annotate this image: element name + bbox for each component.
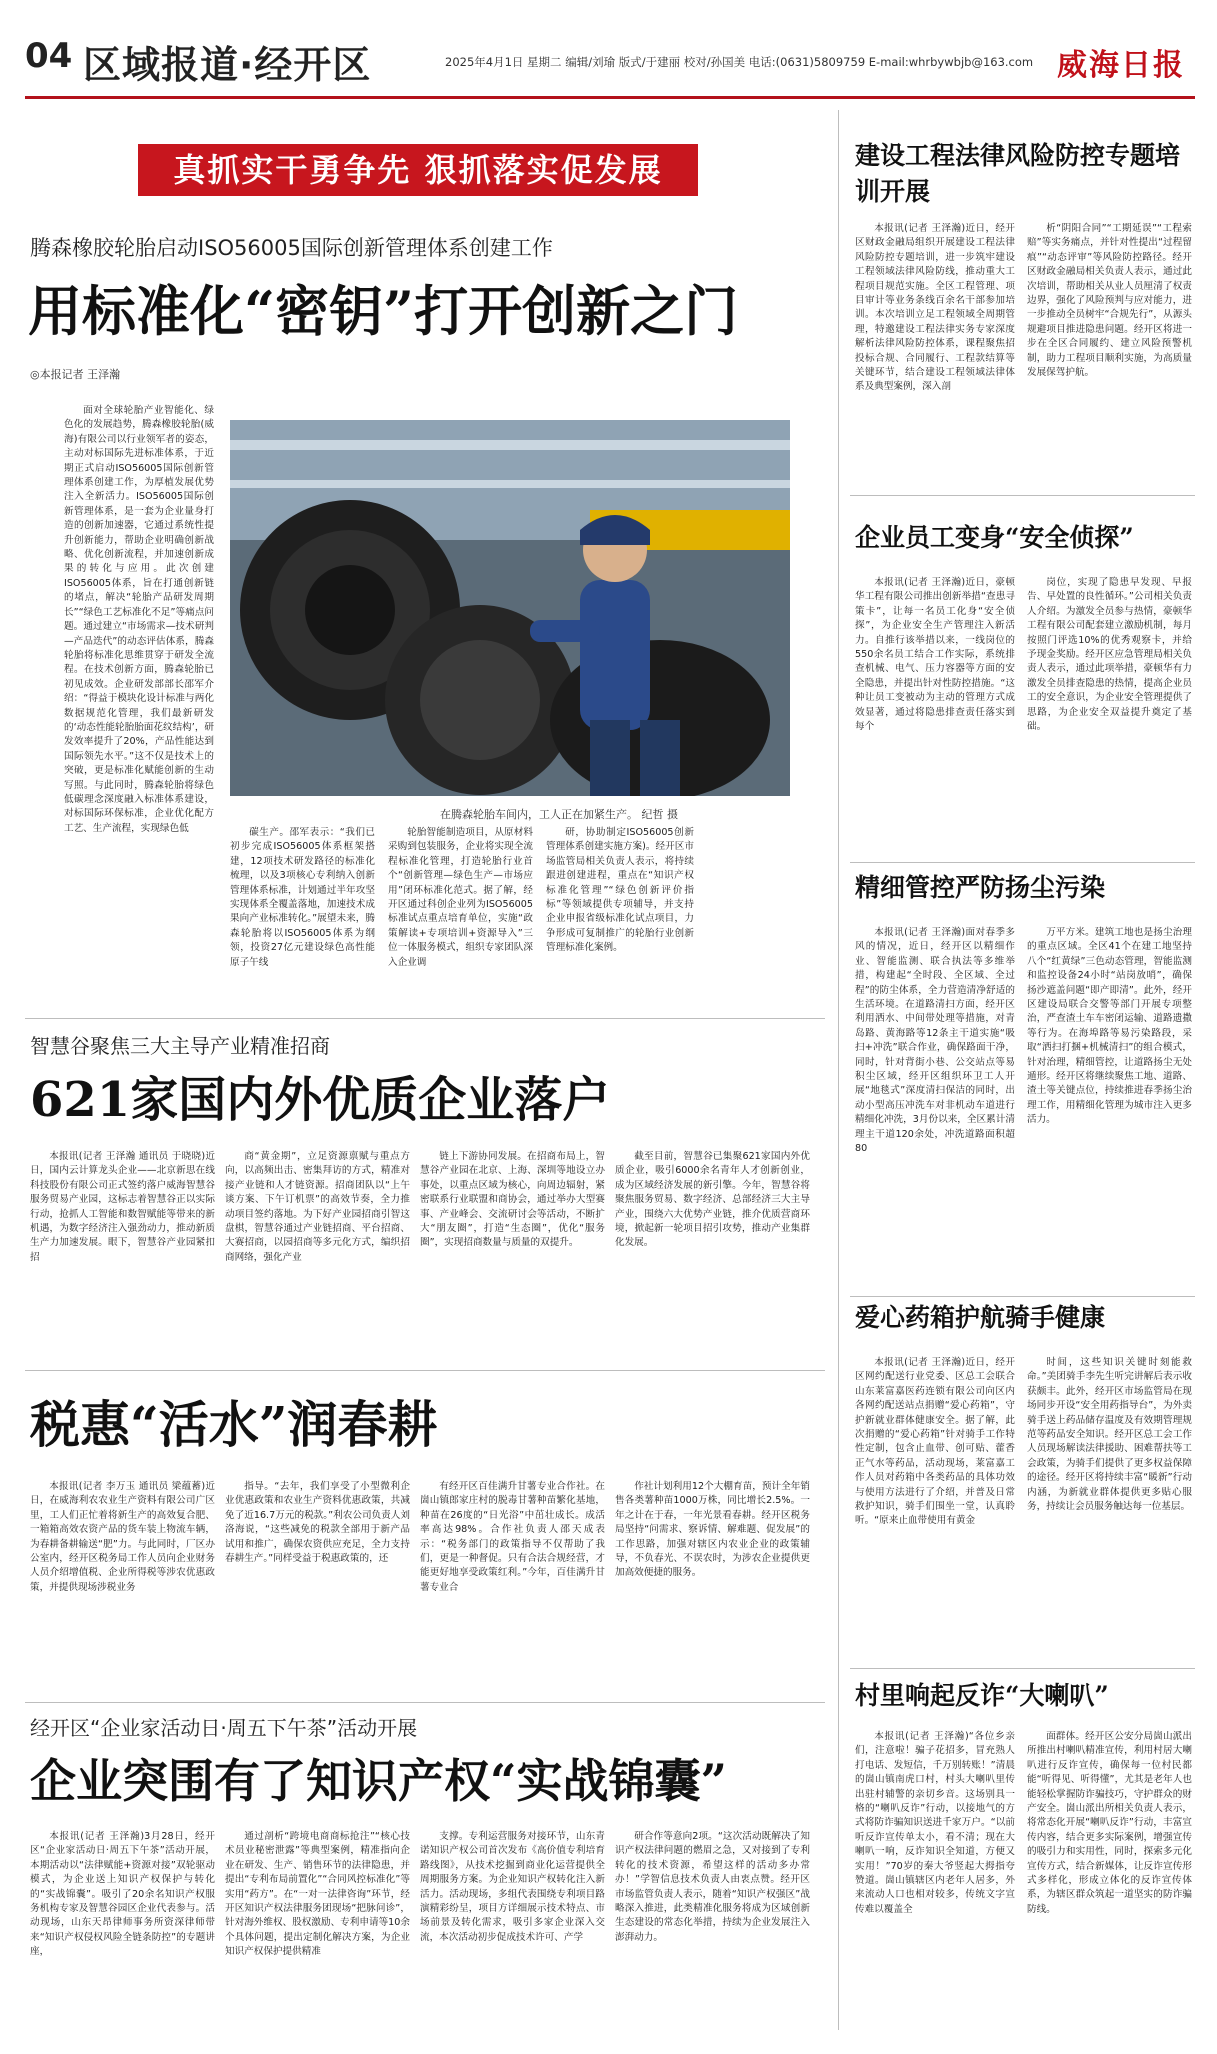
- story3-column-2: [225, 1480, 410, 1690]
- story1-byline: ◎本报记者 王泽瀚: [30, 368, 121, 381]
- side1-column-2: [1027, 222, 1192, 480]
- side4-col1-text: 本报讯(记者 王泽瀚)近日，经开区网约配送行业党委、区总工会联合山东莱富嘉医药连锁有限公司向区内各网约配送站点捐赠“爱心药箱”，守护新就业群体健康安全。据了解，此次捐赠的“爱心药箱”针对骑手工作特性定制，包含止血带、创可贴、藿香正气水等药品，活动现场，莱富嘉工作人员对药箱中各类药品的具体功效与使用方法进行了介绍，并普及日常救护知识，骑手们围坐一堂，认真聆听。“原来止血带使用有黄金: [855, 1357, 1015, 1527]
- side2-col1-text: 本报讯(记者 王泽瀚)近日，豪顿华工程有限公司推出创新举措“查患寻策卡”，让每一名员工化身“安全侦探”，为企业安全生产管理注入新活力。自推行该举措以来，一线岗位的550余名员工结合工作实际，系统排查机械、电气、压力容器等方面的安全隐患，并提出针对性防控措施。“这种让员工变被动为主动的管理方式成效显著，通过将隐患排查责任落实到每个: [855, 577, 1015, 733]
- story1-col4-text: 研，协助制定ISO56005创新管理体系创建实施方案)。经开区市场监管局相关负责人表示，将持续跟进创建进程，重点在“知识产权标准化管理”“绿色创新评价指标”等领域提供专项辅导，并支持企业申报省级标准化试点项目，力争形成可复制推广的轮胎行业创新管理标准化案例。: [546, 827, 694, 954]
- brand-logo: 威海日报: [1057, 48, 1185, 83]
- side-divider: [850, 495, 1195, 496]
- story3-col1-text: 本报讯(记者 李万玉 通讯员 梁蕴蓄)近日，在威海利农农业生产资料有限公司广区里，工人们正忙着将新生产的高效复合肥、一箱箱高效农资产品的货车装上物流车辆，为春耕备耕输送“肥”力。与此同时，厂区办公室内，经开区税务局工作人员向企业财务人员介绍增值税、企业所得税等涉农优惠政策，并提供现场涉税业务: [30, 1481, 215, 1593]
- story2-column-3: [420, 1150, 605, 1360]
- story4-column-4: [615, 1830, 810, 2030]
- side5-column-1: [855, 1730, 1015, 2030]
- side2-column-1: [855, 576, 1015, 846]
- section-divider: [25, 1702, 825, 1703]
- story4-col4-text: 研合作等意向2项。“这次活动既解决了知识产权法律问题的燃眉之急，又对接到了专利转化的技术资源，希望这样的活动多办常办！”学智信息技术负责人由衷点赞。经开区市场监管负责人表示，随着“知识产权强区”战略深入推进，此类精准化服务将成为区域创新生态建设的常态化举措，持续为企业发展注入澎湃动力。: [615, 1831, 810, 1943]
- side4-column-2: [1027, 1356, 1192, 1656]
- side2-column-2: [1027, 576, 1192, 846]
- story2-col2-text: 商“黄金期”，立足资源禀赋与重点方向，以高频出击、密集拜访的方式，精准对接产业链和人才链资源。招商团队以“上午谈方案、下午订机票”的高效节奏，全力推动项目签约落地。为下好产业园招商引智这盘棋，智慧谷通过产业链招商、平台招商、大赛招商，以园招商等多元化方式，编织招商网络，强化产业: [225, 1151, 410, 1263]
- story1-col2-text: 碳生产。邵军表示：“我们已初步完成ISO56005体系框架搭建，12项技术研发路径的标准化梳理，以及3项核心专利纳入创新管理体系标准，计划通过半年攻坚实现体系全覆盖落地，加速技术成果向产业标准转化。”展望未来，腾森轮胎将以ISO56005体系为纲领，投资27亿元建设绿色高性能原子午线: [230, 827, 375, 968]
- story4-col3-text: 支撑。专利运营服务对接环节，山东青诺知识产权公司首次发布《高价值专利培育路线图》，从技术挖掘到商业化运营提供全周期服务方案。为企业知识产权转化注入新活力。活动现场，多组代表围绕专利项目路演精彩纷呈，项目方详细展示技术特点、市场前景及转化需求，吸引多家企业深入交流，本次活动初步促成技术许可、产学: [420, 1831, 605, 1943]
- story2-col3-text: 链上下游协同发展。在招商布局上，智慧谷产业园在北京、上海、深圳等地设立办事处，以重点区域为核心，向周边辐射，紧密联系行业联盟和商协会，通过举办大型赛事、产业峰会、交流研讨会等活动，不断扩大“朋友圈”，打造“生态圈”，优化“服务圈”，实现招商数量与质量的双提升。: [420, 1151, 605, 1249]
- story2-col4-text: 截至目前，智慧谷已集聚621家国内外优质企业，吸引6000余名青年人才创新创业，成为区域经济发展的新引擎。今年，智慧谷将聚焦服务贸易、数字经济、总部经济三大主导产业，围绕六大优势产业链，推介优质营商环境，掀起新一轮项目招引攻势，推动产业集群化发展。: [615, 1151, 810, 1249]
- story4-column-1: [30, 1830, 215, 2030]
- side3-headline: 精细管控严防扬尘污染: [855, 873, 1106, 902]
- side4-column-1: [855, 1356, 1015, 1656]
- story3-column-3: [420, 1480, 605, 1690]
- slogan-banner: 真抓实干勇争先 狠抓落实促发展: [138, 144, 698, 196]
- story4-column-2: [225, 1830, 410, 2030]
- story1-col3-text: 轮胎智能制造项目，从原材料采购到包装服务，企业将实现全流程标准化管理，打造轮胎行业首个“创新管理—绿色生产—市场应用”闭环标准化范式。据了解，经开区通过科创企业列为ISO56005标准试点重点培育单位，实施“政策解读+专项培训+资源导入”三位一体服务模式，组织专家团队深入企业调: [388, 827, 533, 968]
- side5-headline: 村里响起反诈“大喇叭”: [855, 1681, 1109, 1710]
- story3-column-4: [615, 1480, 810, 1690]
- side2-headline: 企业员工变身“安全侦探”: [855, 523, 1134, 552]
- section-title: 区域报道·经开区: [83, 43, 372, 87]
- story4-col1-text: 本报讯(记者 王泽瀚)3月28日，经开区“企业家活动日·周五下午茶”活动开展，本期活动以“法律赋能+资源对接”双轮驱动模式，为企业送上知识产权保护与转化的“实战锦囊”。吸引了20余名知识产权服务机构专家及智慧谷园区企业代表参与。活动现场，山东天昂律师事务所资深律师带来“知识产权侵权风险全链条防控”的专题讲座，: [30, 1831, 215, 1958]
- page-number: 04: [25, 36, 73, 76]
- story3-col2-text: 指导。“去年，我们享受了小型微利企业优惠政策和农业生产资料优惠政策，共减免了近16.7万元的税款。”利农公司负责人刘洛海说，“这些减免的税款全部用于新产品试用和推广，确保农资供应充足，全力支持春耕生产。”同样受益于税惠政策的，还: [225, 1481, 410, 1565]
- side3-col2-text: 万平方米。建筑工地也是扬尘治理的重点区域。全区41个在建工地坚持八个“红黄绿”三色动态管理，智能监测和监控设备24小时“站岗放哨”，确保扬沙遮盖问题“即产即清”。此外，经开区建设局联合交警等部门开展专项整治，严查渣土车车密闭运输、道路遗撒等行为。在海埠路等易污染路段，采取“洒扫打捆+机械清扫”的组合模式，针对治理，精细管控，让道路扬尘无处遁形。经开区将继续聚焦工地、道路、渣土等关键点位，持续推进春季扬尘治理工作，用精细化管理为城市注入更多活力。: [1027, 927, 1192, 1126]
- story4-column-3: [420, 1830, 605, 2030]
- side-divider: [850, 1668, 1195, 1669]
- worker-tire-illustration: [230, 420, 790, 796]
- story2-column-1: [30, 1150, 215, 1360]
- story2-col1-text: 本报讯(记者 王泽瀚 通讯员 于晓晓)近日，国内云计算龙头企业——北京新思在线科技股份有限公司正式签约落户威海智慧谷服务贸易产业园，这标志着智慧谷正以实际行动，抢抓人工智能和数智赋能等带来的新机遇，为数字经济注入强劲动力，推动新质生产力加速发展。眼下，智慧谷产业园紧扣招: [30, 1151, 215, 1263]
- story2-column-2: [225, 1150, 410, 1360]
- side1-col2-text: 析“阴阳合同”“工期延误”“工程索赔”等实务痛点，并针对性提出“过程留痕”“动态评审”等风险防控路径。经开区财政金融局相关负责人表示，通过此次培训，帮助相关从业人员厘清了权责边界，强化了风险预判与应对能力，进一步推动全员树牢“合规先行”，从源头规避项目推进隐患问题。经开区将进一步在全区合同履约、建立风险预警机制，助力工程项目顺利实施，为高质量发展保驾护航。: [1027, 223, 1192, 379]
- story1-column-4: [546, 826, 694, 1008]
- side5-col2-text: 面群体。经开区公安分局崮山派出所推出村喇叭精准宣传，利用村居大喇叭进行反诈宣传，确保每一位村民都能“听得见、听得懂”，尤其是老年人也能轻松掌握防诈骗技巧，守护群众的财产安全。崮山派出所相关负责人表示，将常态化开展“喇叭反诈”行动，丰富宣传内容，结合更多实际案例，增强宣传的吸引力和实用性，同时，探索多元化宣传方式，结合新媒体，让反诈宣传形式多样化，形成立体化的反诈宣传体系，为辖区群众筑起一道坚实的防诈骗防线。: [1027, 1731, 1192, 1915]
- factory-photo: [230, 420, 790, 796]
- story3-column-1: [30, 1480, 215, 1690]
- story1-column-2: [230, 826, 375, 1008]
- story1-column-1: [64, 404, 214, 934]
- story3-headline: 税惠“活水”润春耕: [30, 1395, 438, 1454]
- side4-headline: 爱心药箱护航骑手健康: [855, 1303, 1106, 1332]
- story1-headline: 用标准化“密钥”打开创新之门: [28, 279, 739, 343]
- side-divider: [850, 1296, 1195, 1297]
- story1-column-3: [388, 826, 533, 1008]
- story3-col4-text: 作社计划利用12个大棚育苗，预计全年销售各类薯种苗1000万株，同比增长2.5%。一年之计在于春，一年光景看春耕。经开区税务局坚持“问需求、察诉情、解难题、促发展”的工作思路，加强对辖区内农业企业的政策辅导，不负春光、不误农时，为涉农企业提供更加高效便捷的服务。: [615, 1481, 810, 1579]
- side4-col2-text: 时间，这些知识关键时刻能救命。”美团骑手李先生听完讲解后表示收获颇丰。此外，经开区市场监管局在现场同步开设“安全用药指导台”，为外卖骑手送上药品储存温度及有效期管理规范等药品安全知识。经开区总工会工作人员现场解读法律援助、困难帮扶等工会政策，为骑手们提供了更多权益保障的途径。经开区将持续丰富“暖新”行动内涵，为新就业群体提供更多贴心服务，持续让会员服务触达每一位基层。: [1027, 1357, 1192, 1513]
- side-divider: [850, 862, 1195, 863]
- story3-col3-text: 有经开区百佳满升甘薯专业合作社。在崮山镇郎家庄村的脱毒甘薯种苗繁化基地，种苗在26度的“日光浴”中茁壮成长。成活率高达98%。合作社负责人邵天成表示：“税务部门的政策指导不仅帮助了我们，更是一种督促。只有合法合规经营，才能更好地享受政策红利。”今年，百佳满升甘薯专业合: [420, 1481, 605, 1593]
- story1-kicker: 腾森橡胶轮胎启动ISO56005国际创新管理体系创建工作: [30, 236, 553, 260]
- side3-column-1: [855, 926, 1015, 1284]
- story4-col2-text: 通过剖析“跨境电商商标抢注”“核心技术员业秘密泄露”等典型案例，精准指向企业在研发、生产、销售环节的法律隐患，并提出“专利布局前置化”“合同风控标准化”等实用“药方”。在“一对一法律咨询”环节，经开区知识产权法律服务团现场“把脉问诊”，针对海外维权、股权激励、专利申请等10余个具体问题，提出定制化解决方案，为企业知识产权保护提供精准: [225, 1831, 410, 1958]
- side1-col1-text: 本报讯(记者 王泽瀚)近日，经开区财政金融局组织开展建设工程法律风险防控专题培训，进一步筑牢建设工程领域法律风险防线，推动重大工程项目规范实施。全区工程管理、项目审计等业务条线百余名干部参加培训。本次培训立足工程领域全周期管理，特邀建设工程法律实务专家深度解析法律风险防控体系，课程聚焦招投标合规、合同履行、工程款结算等关键环节，结合建设工程领域法律体系及典型案例，深入剖: [855, 223, 1015, 393]
- story4-kicker: 经开区“企业家活动日·周五下午茶”活动开展: [30, 1716, 418, 1740]
- header-meta: 2025年4月1日 星期二 编辑/刘瑜 版式/于建丽 校对/孙国美 电话:(0631)5809759 E-mail:whrbywbjb@163.com: [445, 55, 1034, 69]
- column-divider: [838, 110, 839, 2030]
- side3-col1-text: 本报讯(记者 王泽瀚)面对春季多风的情况，近日，经开区以精细作业、智能监测、联合执法等多维举措，构建起“全时段、全区域、全过程”的防尘体系，全力营造清净舒适的生活环境。在道路清扫方面，经开区利用洒水、中间带处理等措施，对青岛路、黄海路等12条主干道实施“吸扫+冲洗”联合作业，确保路面干净，同时，针对背街小巷、公交站点等易积尘区域，经开区组织环卫工人开展“地毯式”深度清扫保洁的同时，出动小型高压冲洗车对非机动车道进行精细化冲洗，3月份以来，全区累计清理主干道120余处，冲洗道路面积超80: [855, 927, 1015, 1155]
- side2-col2-text: 岗位，实现了隐患早发现、早报告、早处置的良性循环。”公司相关负责人介绍。为激发全员参与热情，豪顿华工程有限公司配套建立激励机制，每月按照门评选10%的优秀观察卡，并给予现金奖励。经开区应急管理局相关负责人表示，通过此项举措，豪顿华有力激发全员排查隐患的热情，提高企业员工的安全意识，为企业安全管理提供了思路，为企业安全双益提升奠定了基础。: [1027, 577, 1192, 733]
- section-divider: [25, 1370, 825, 1371]
- photo-caption: 在腾森轮胎车间内，工人正在加紧生产。 纪哲 摄: [440, 808, 678, 821]
- story2-headline: 621家国内外优质企业落户: [30, 1072, 611, 1128]
- story2-kicker: 智慧谷聚焦三大主导产业精准招商: [30, 1034, 330, 1058]
- section-divider: [25, 1018, 825, 1019]
- side1-headline: 建设工程法律风险防控专题培训开展: [855, 141, 1181, 206]
- masthead: [25, 32, 1195, 92]
- side3-column-2: [1027, 926, 1192, 1284]
- header-rule: [25, 96, 1195, 99]
- story4-headline: 企业突围有了知识产权“实战锦囊”: [30, 1754, 727, 1808]
- side1-column-1: [855, 222, 1015, 480]
- story1-col1-text: 面对全球轮胎产业智能化、绿色化的发展趋势，腾森橡胶轮胎(威海)有限公司以行业领军者的姿态，主动对标国际先进标准体系，于近期正式启动ISO56005国际创新管理体系创建工作，为厚植发展优势注入全新活力。ISO56005国际创新管理体系，是一套为企业量身打造的创新加速器，它通过系统性提升创新能力，帮助企业明确创新战略、优化创新流程，并加速创新成果的转化与应用。此次创建ISO56005体系，旨在打通创新链的堵点，解决“轮胎产品研发周期长”“绿色工艺标准化不足”等痛点问题。通过建立“市场需求—技术研判—产品迭代”的动态评估体系，腾森轮胎将标准化思维贯穿于研发全流程。在技术创新方面，腾森轮胎已初见成效。企业研发部部长邵军介绍：“得益于模块化设计标准与两化数据规范化管理，我们最新研发的‘动态性能轮胎胎面花纹结构’，研发效率提升了20%，产品性能达到国际领先水平。”这不仅是技术上的突破，更是标准化赋能创新的生动写照。与此同时，腾森轮胎将绿色低碳理念深度融入标准体系建设，对标国际环保标准，企业优化配方工艺、生产流程，实现绿色低: [64, 405, 214, 834]
- side5-col1-text: 本报讯(记者 王泽瀚)“各位乡亲们，注意啦！骗子花招多，冒充熟人打电话、发短信，千万别转账！”清晨的崮山镇南虎口村，村头大喇叭里传出驻村辅警的亲切乡音。这场别具一格的“喇叭反诈”行动，以接地气的方式将防诈骗知识送进千家万户。“以前听反诈宣传单太小，看不清；现在大喇叭一响，反诈知识全知道，方便又实用！”70岁的秦大爷竖起大拇指夸赞道。崮山镇辖区内老年人居多，外来流动人口也相对较多，传统文字宣传难以覆盖全: [855, 1731, 1015, 1915]
- side5-column-2: [1027, 1730, 1192, 2030]
- story2-column-4: [615, 1150, 810, 1360]
